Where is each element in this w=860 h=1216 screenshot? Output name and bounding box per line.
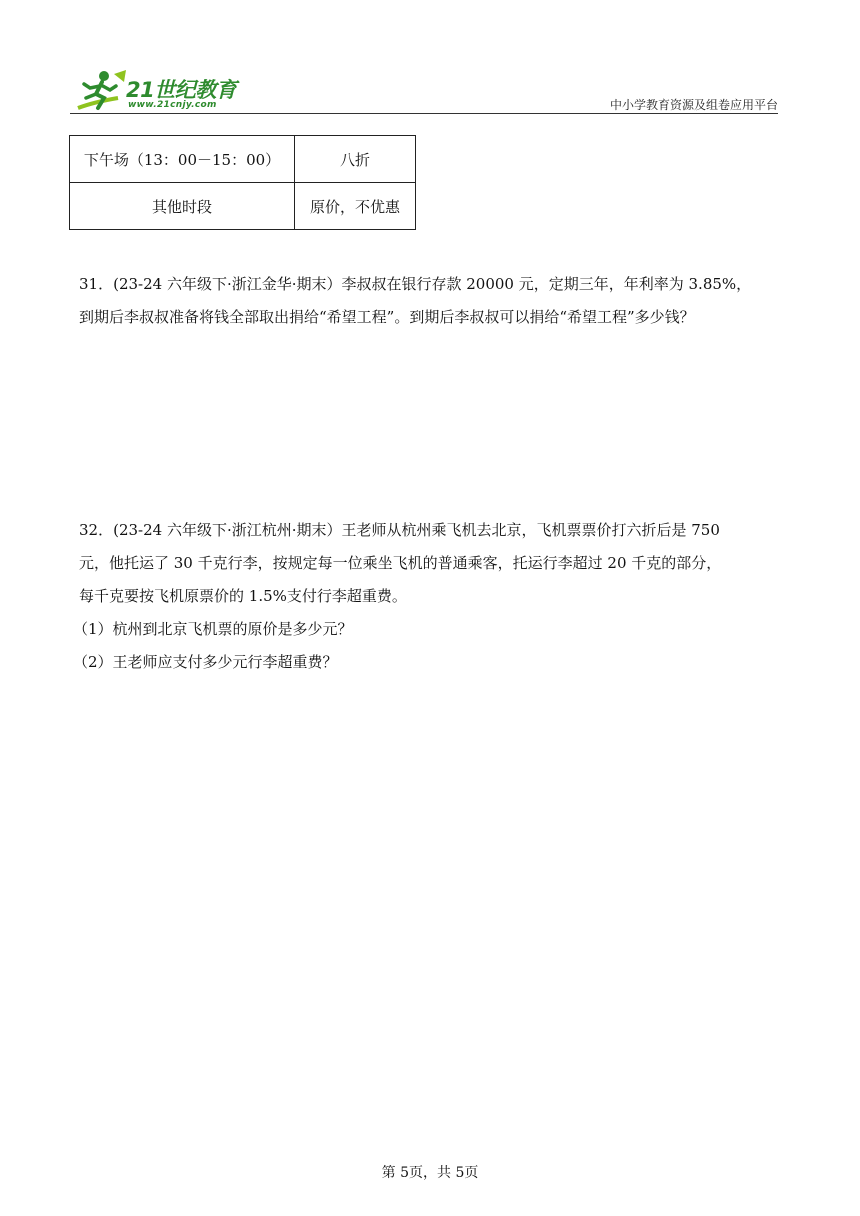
page-number: 第 5页，共 5页 (381, 1165, 479, 1181)
question-31-line: 31．(23-24 六年级下·浙江金华·期末）李叔叔在银行存款 20000 元，定期三年，年利率为 3.85%， (79, 275, 752, 293)
question-32-sub: （1）杭州到北京飞机票的原价是多少元？ (73, 620, 353, 638)
header-divider (70, 113, 778, 114)
question-32-line: 元，他托运了 30 千克行李，按规定每一位乘坐飞机的普通乘客，托运行李超过 20 千克的部分， (79, 554, 722, 572)
table-cell: 下午场（13：00－15：00） (70, 136, 295, 183)
question-32 (73, 514, 779, 679)
table-cell: 原价，不优惠 (295, 183, 416, 230)
table-cell: 八折 (295, 136, 416, 183)
question-32-line: 32．(23-24 六年级下·浙江杭州·期末）王老师从杭州乘飞机去北京，飞机票票价打六折后是 750 (79, 521, 720, 539)
question-32-sub: （2）王老师应支付多少元行李超重费？ (73, 653, 338, 671)
page-header (70, 66, 778, 116)
table-row (70, 183, 416, 230)
runner-logo-icon (74, 68, 130, 114)
table-row (70, 136, 416, 183)
logo (74, 68, 264, 114)
question-31 (79, 268, 779, 334)
question-31-line: 到期后李叔叔准备将钱全部取出捐给“希望工程”。到期后李叔叔可以捐给“希望工程”多少钱？ (79, 308, 695, 326)
logo-url: www.21cnjy.com (128, 100, 217, 110)
fare-table (69, 135, 416, 230)
question-32-line: 每千克要按飞机原票价的 1.5%支付行李超重费。 (79, 587, 407, 605)
platform-label: 中小学教育资源及组卷应用平台 (609, 98, 778, 112)
table-cell: 其他时段 (70, 183, 295, 230)
logo-title: 21世纪教育 (126, 78, 237, 102)
